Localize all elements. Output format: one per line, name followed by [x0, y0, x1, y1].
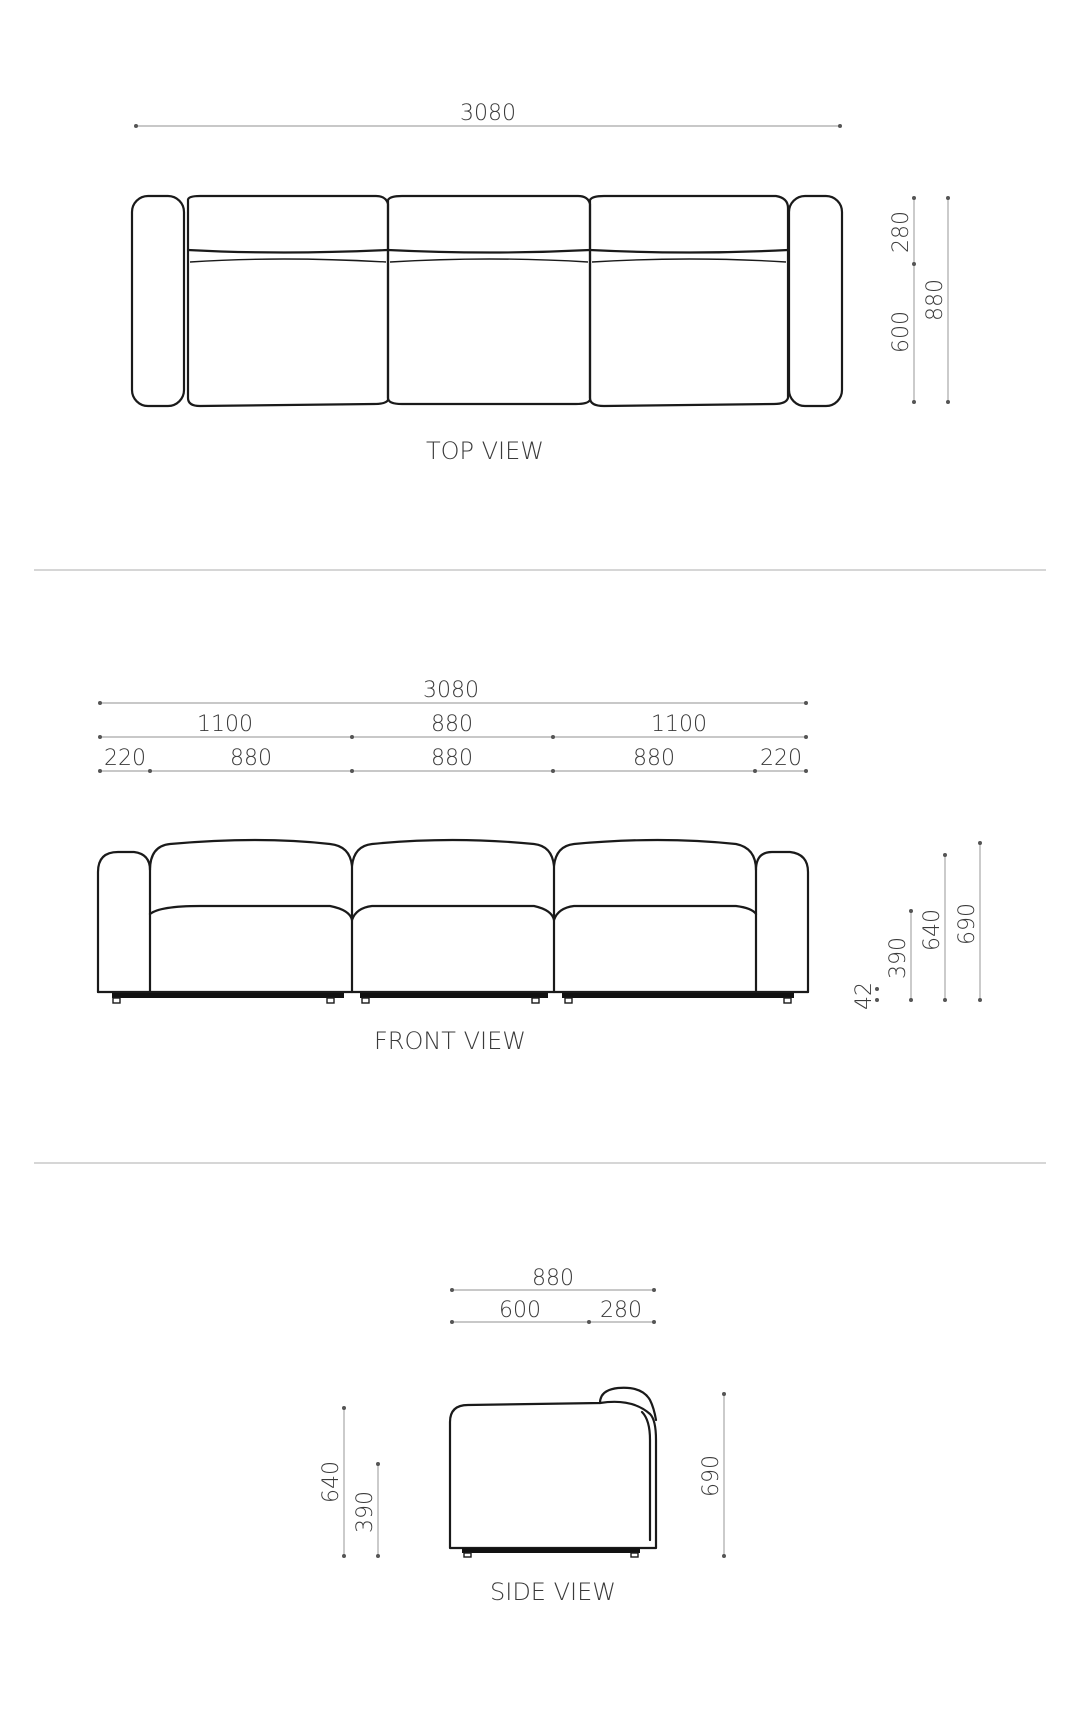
front-middle-seat-label: 880 [431, 746, 473, 771]
front-left-arm [98, 852, 150, 992]
side-body [450, 1402, 656, 1548]
side-left-height-dimensions [319, 1406, 380, 1558]
side-right-height-dimension [699, 1392, 726, 1558]
front-width-dimension [98, 678, 808, 705]
side-seat-height-label: 390 [353, 1491, 378, 1533]
top-right-arm [789, 196, 842, 406]
top-width-dimension [134, 101, 842, 128]
front-base-middle [360, 993, 548, 998]
side-base [462, 1548, 640, 1553]
top-total-depth-label: 880 [923, 279, 948, 321]
front-total-height-label: 690 [955, 903, 980, 945]
top-left-arm [132, 196, 184, 406]
front-height-dimensions [852, 841, 982, 1010]
front-leg-height-label: 42 [852, 982, 877, 1010]
side-seat-depth-label: 600 [499, 1298, 541, 1323]
front-base-right [562, 993, 794, 998]
front-view-sofa [98, 840, 808, 1003]
front-back-right [554, 840, 756, 870]
side-total-depth-label: 880 [532, 1266, 574, 1291]
top-back-depth-label: 280 [889, 211, 914, 253]
front-arm-height-label: 640 [920, 909, 945, 951]
top-width-label: 3080 [460, 101, 516, 126]
side-back-depth-label: 280 [600, 1298, 642, 1323]
side-view [319, 1266, 726, 1606]
front-view-label: FRONT VIEW [373, 1027, 527, 1055]
top-seat-middle [388, 196, 590, 404]
front-base-left [112, 993, 344, 998]
top-seat-right [590, 196, 788, 406]
front-middle-module-label: 880 [431, 712, 473, 737]
side-view-sofa [450, 1388, 656, 1557]
front-right-arm-label: 220 [760, 746, 802, 771]
front-module-dimensions [98, 712, 808, 739]
front-left-arm-label: 220 [104, 746, 146, 771]
side-view-label: SIDE VIEW [490, 1578, 616, 1606]
top-view [132, 101, 950, 465]
front-view [98, 678, 982, 1055]
front-seat-left [150, 906, 352, 992]
front-left-seat-label: 880 [230, 746, 272, 771]
top-view-sofa [132, 196, 842, 406]
front-seat-middle [352, 906, 554, 992]
top-view-label: TOP VIEW [425, 437, 545, 465]
front-seat-right [554, 906, 756, 920]
front-left-module-label: 1100 [197, 712, 253, 737]
side-depth-dimensions [450, 1266, 656, 1324]
top-seat-left [188, 196, 388, 406]
top-seat-depth-label: 600 [889, 311, 914, 353]
front-seat-height-label: 390 [886, 937, 911, 979]
side-arm-height-label: 640 [319, 1461, 344, 1503]
side-total-height-label: 690 [699, 1455, 724, 1497]
front-right-seat-label: 880 [633, 746, 675, 771]
top-depth-dimensions [889, 196, 950, 404]
front-right-module-label: 1100 [651, 712, 707, 737]
front-right-arm [756, 852, 808, 992]
front-seat-dimensions [98, 746, 808, 773]
front-width-label: 3080 [423, 678, 479, 703]
